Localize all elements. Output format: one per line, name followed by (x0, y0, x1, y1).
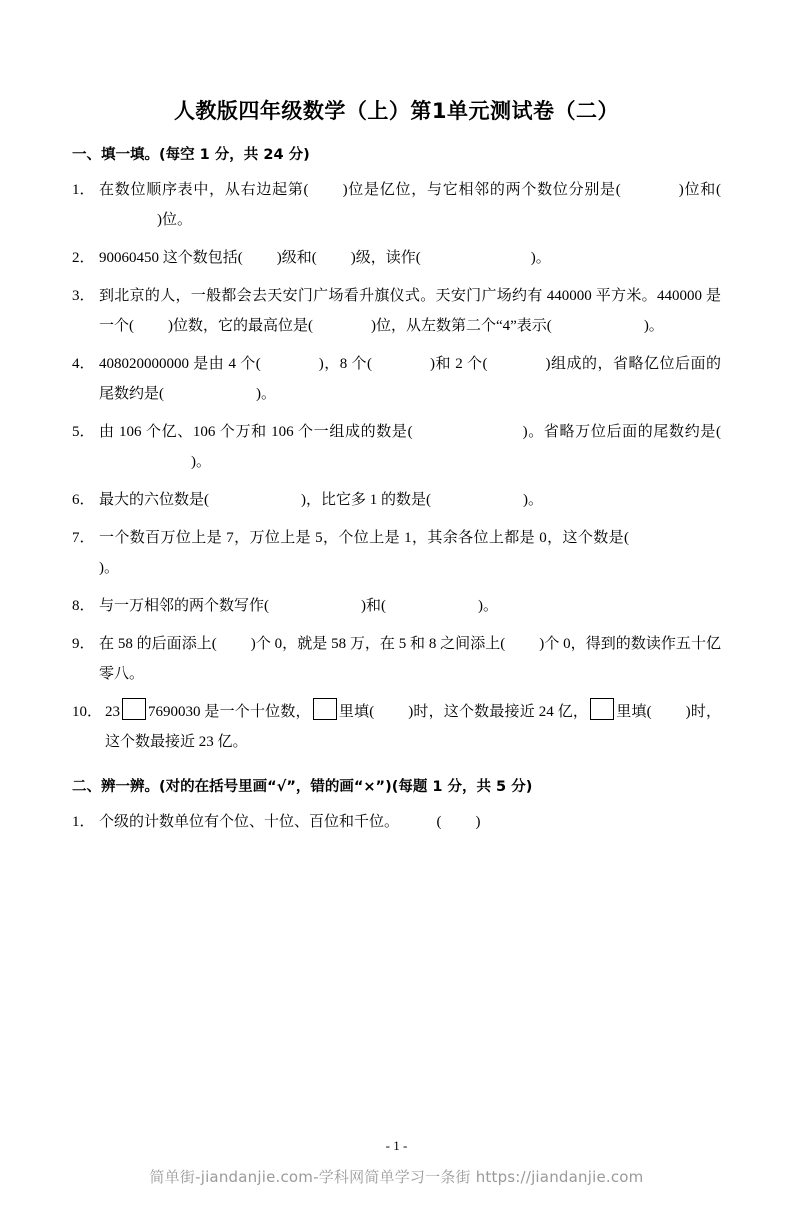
q-part: )。 (478, 598, 498, 615)
question-number: 1． (72, 182, 95, 199)
question-1-2 (72, 243, 721, 273)
question-number: 3． (72, 288, 95, 305)
q-part: )。 (191, 454, 211, 471)
question-number: 7． (72, 530, 95, 547)
q-part: )时，这个数最接近 24 亿， (408, 704, 589, 721)
q-part: )，比它多 1 的数是( (301, 492, 431, 509)
q-part: )级和( (276, 250, 317, 267)
q-part: )。 (523, 492, 543, 509)
q-part: )位。 (157, 212, 192, 229)
q-part: )。 (256, 386, 276, 403)
q-part: 由 106 个亿、106 个万和 106 个一组成的数是( (99, 424, 413, 441)
question-1-4 (72, 349, 721, 409)
question-2-1 (72, 807, 721, 837)
q-part: )和 2 个( (430, 356, 488, 373)
q-part: )和( (361, 598, 386, 615)
question-text (99, 281, 721, 341)
q-part: 与一万相邻的两个数写作( (99, 598, 269, 615)
q-part: 在 58 的后面添上( (99, 636, 217, 653)
question-text (99, 523, 721, 583)
question-text (99, 417, 721, 477)
q-part: )。 (99, 560, 119, 577)
q-part: )个 0，就是 58 万，在 5 和 8 之间添上( (250, 636, 506, 653)
q-part: )位是亿位，与它相邻的两个数位分别是( (342, 182, 621, 199)
question-1-3 (72, 281, 721, 341)
q-part: )个 0，得到的数读作五十亿零八。 (99, 636, 722, 683)
question-1-10 (72, 697, 721, 757)
question-1-9 (72, 629, 721, 689)
q-part: )级，读作( (350, 250, 421, 267)
question-number: 5． (72, 424, 95, 441)
answer-box[interactable] (122, 698, 146, 720)
q-part: 一个数百万位上是 7，万位上是 5，个位上是 1，其余各位上都是 0，这个数是( (99, 530, 629, 547)
watermark-text: 简单街-jiandanjie.com-学科网简单学习一条街 https://jiandanjie.com (149, 1168, 644, 1186)
q-part: )。 (530, 250, 551, 267)
page-number: - 1 - (385, 1138, 408, 1153)
q-part: )时，这个数最接近 23 亿。 (105, 704, 721, 751)
question-number: 9． (72, 636, 95, 653)
q-part: )组成的，省略亿位后面的尾数约是( (99, 356, 721, 403)
question-1-1 (72, 175, 721, 235)
q-part: )位和( (678, 182, 721, 199)
question-number: 6． (72, 492, 95, 509)
question-number: 8． (72, 598, 95, 615)
q-part: )位数，它的最高位是( (168, 318, 313, 335)
question-text (99, 807, 721, 837)
question-text (99, 349, 721, 409)
q-part: 里填( (338, 704, 375, 721)
q-part: 23 (105, 704, 120, 721)
section-heading-fill-in: 一、填一填。(每空 1 分，共 24 分) (72, 147, 310, 164)
question-text (99, 485, 721, 515)
question-text (99, 175, 721, 235)
question-1-8 (72, 591, 721, 621)
question-text (99, 591, 721, 621)
question-1-5 (72, 417, 721, 477)
question-number: 10． (72, 704, 103, 721)
q-part: 90060450 这个数包括( (99, 250, 243, 267)
question-number: 2． (72, 250, 95, 267)
q-part: 7690030 是一个十位数， (148, 704, 311, 721)
question-number: 4． (72, 356, 95, 373)
answer-box[interactable] (313, 698, 337, 720)
section-heading-true-false: 二、辨一辨。(对的在括号里画“√”，错的画“×”)(每题 1 分，共 5 分) (72, 779, 533, 796)
question-1-6 (72, 485, 721, 515)
q-part: 个级的计数单位有个位、十位、百位和千位。 ( (99, 813, 442, 830)
q-part: 到北京的人，一般都会去天安门广场看升旗仪式。天安门广场约有 440000 平方米。440000 是一个( (99, 288, 721, 335)
q-part: )。省略万位后面的尾数约是( (522, 424, 721, 441)
exam-page (0, 98, 793, 1220)
page-title: 人教版四年级数学（上）第1单元测试卷（二） (173, 99, 620, 123)
q-part: 最大的六位数是( (99, 492, 209, 509)
question-text (99, 243, 721, 273)
question-1-7 (72, 523, 721, 583)
q-part: )。 (643, 318, 664, 335)
question-text (99, 629, 721, 689)
answer-box[interactable] (590, 698, 614, 720)
question-number: 1． (72, 813, 95, 830)
q-part: ) (475, 813, 481, 830)
q-part: )，8 个( (318, 356, 372, 373)
q-part: 408020000000 是由 4 个( (99, 356, 261, 373)
question-text (105, 697, 721, 757)
q-part: )位，从左数第二个“4”表示( (371, 318, 552, 335)
q-part: 里填( (616, 704, 652, 721)
q-part: 在数位顺序表中，从右边起第( (99, 182, 309, 199)
